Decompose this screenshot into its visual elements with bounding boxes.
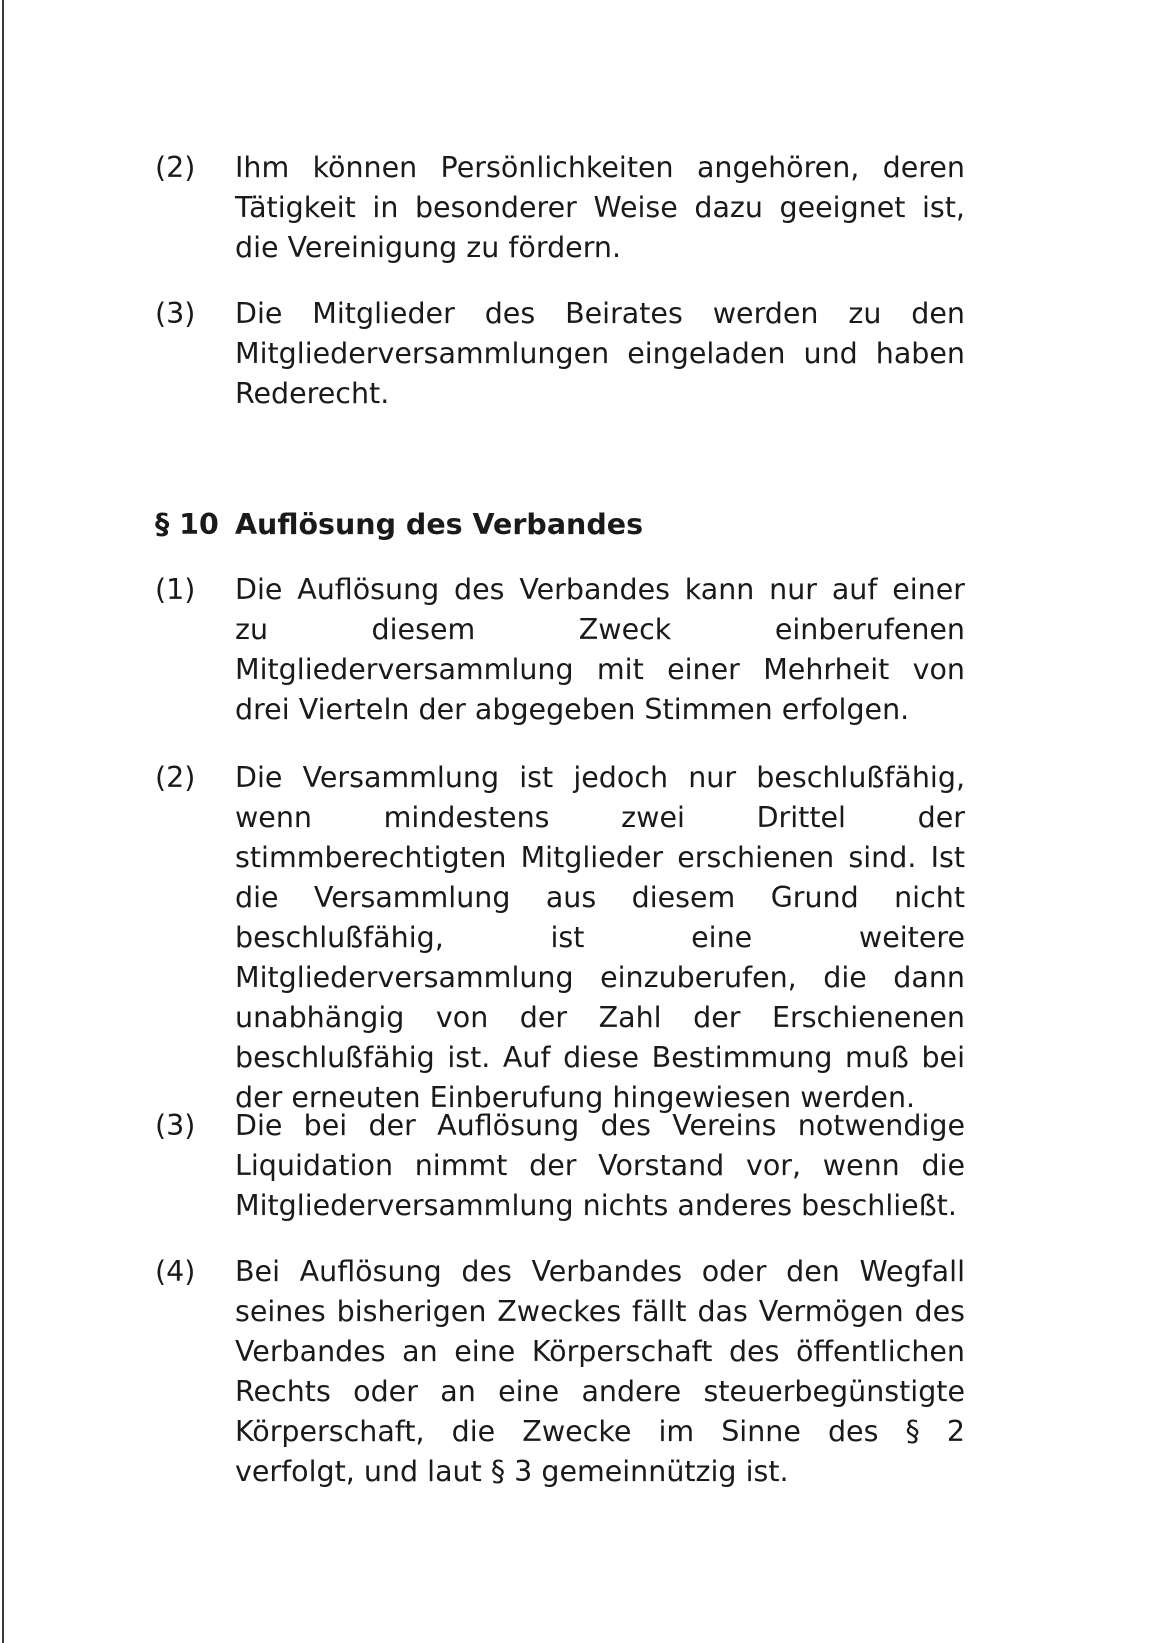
paragraph-number: (3) xyxy=(155,297,196,330)
paragraph-pre-3 xyxy=(155,294,965,414)
paragraph-number: (2) xyxy=(155,761,196,794)
paragraph-10-2 xyxy=(155,758,965,1118)
paragraph-text: Bei Auflösung des Verbandes oder den Wegfall seines bisherigen Zweckes fällt das Vermögen des Verbandes an eine Körperschaft des öffentlichen Rechts oder an eine andere steuerbegünstigte Körperschaft, die Zwecke im Sinne des § 2 verfolgt, und laut § 3 gemeinnützig ist. xyxy=(235,1255,965,1488)
paragraph-pre-2 xyxy=(155,148,965,268)
section-heading xyxy=(155,505,965,545)
paragraph-number: (3) xyxy=(155,1109,196,1142)
paragraph-text: Die Auflösung des Verbandes kann nur auf einer zu diesem Zweck einberufenen Mitgliederversammlung mit einer Mehrheit von drei Vierteln der abgegeben Stimmen erfolgen. xyxy=(235,573,965,726)
paragraph-number: (2) xyxy=(155,151,196,184)
paragraph-10-4 xyxy=(155,1252,965,1492)
paragraph-10-3 xyxy=(155,1106,965,1226)
paragraph-text: Die Versammlung ist jedoch nur beschlußfähig, wenn mindestens zwei Drittel der stimmberechtigten Mitglieder erschienen sind. Ist die Versammlung aus diesem Grund nicht beschlußfähig, ist eine weitere Mitgliederversammlung einzuberufen, die dann unabhängig von der Zahl der Erschienenen beschlußfähig ist. Auf diese Bestimmung muß bei der erneuten Einberufung hingewiesen werden. xyxy=(235,761,965,1114)
paragraph-text: Ihm können Persönlichkeiten angehören, deren Tätigkeit in besonderer Weise dazu geeignet ist, die Vereinigung zu fördern. xyxy=(235,151,965,264)
paragraph-number: (1) xyxy=(155,573,196,606)
section-title: Auflösung des Verbandes xyxy=(235,508,644,541)
paragraph-10-1 xyxy=(155,570,965,730)
paragraph-text: Die bei der Auflösung des Vereins notwendige Liquidation nimmt der Vorstand vor, wenn die Mitgliederversammlung nichts anderes beschließt. xyxy=(235,1109,965,1222)
paragraph-number: (4) xyxy=(155,1255,196,1288)
paragraph-text: Die Mitglieder des Beirates werden zu den Mitgliederversammlungen eingeladen und haben Rederecht. xyxy=(235,297,965,410)
section-number: § 10 xyxy=(155,508,219,541)
